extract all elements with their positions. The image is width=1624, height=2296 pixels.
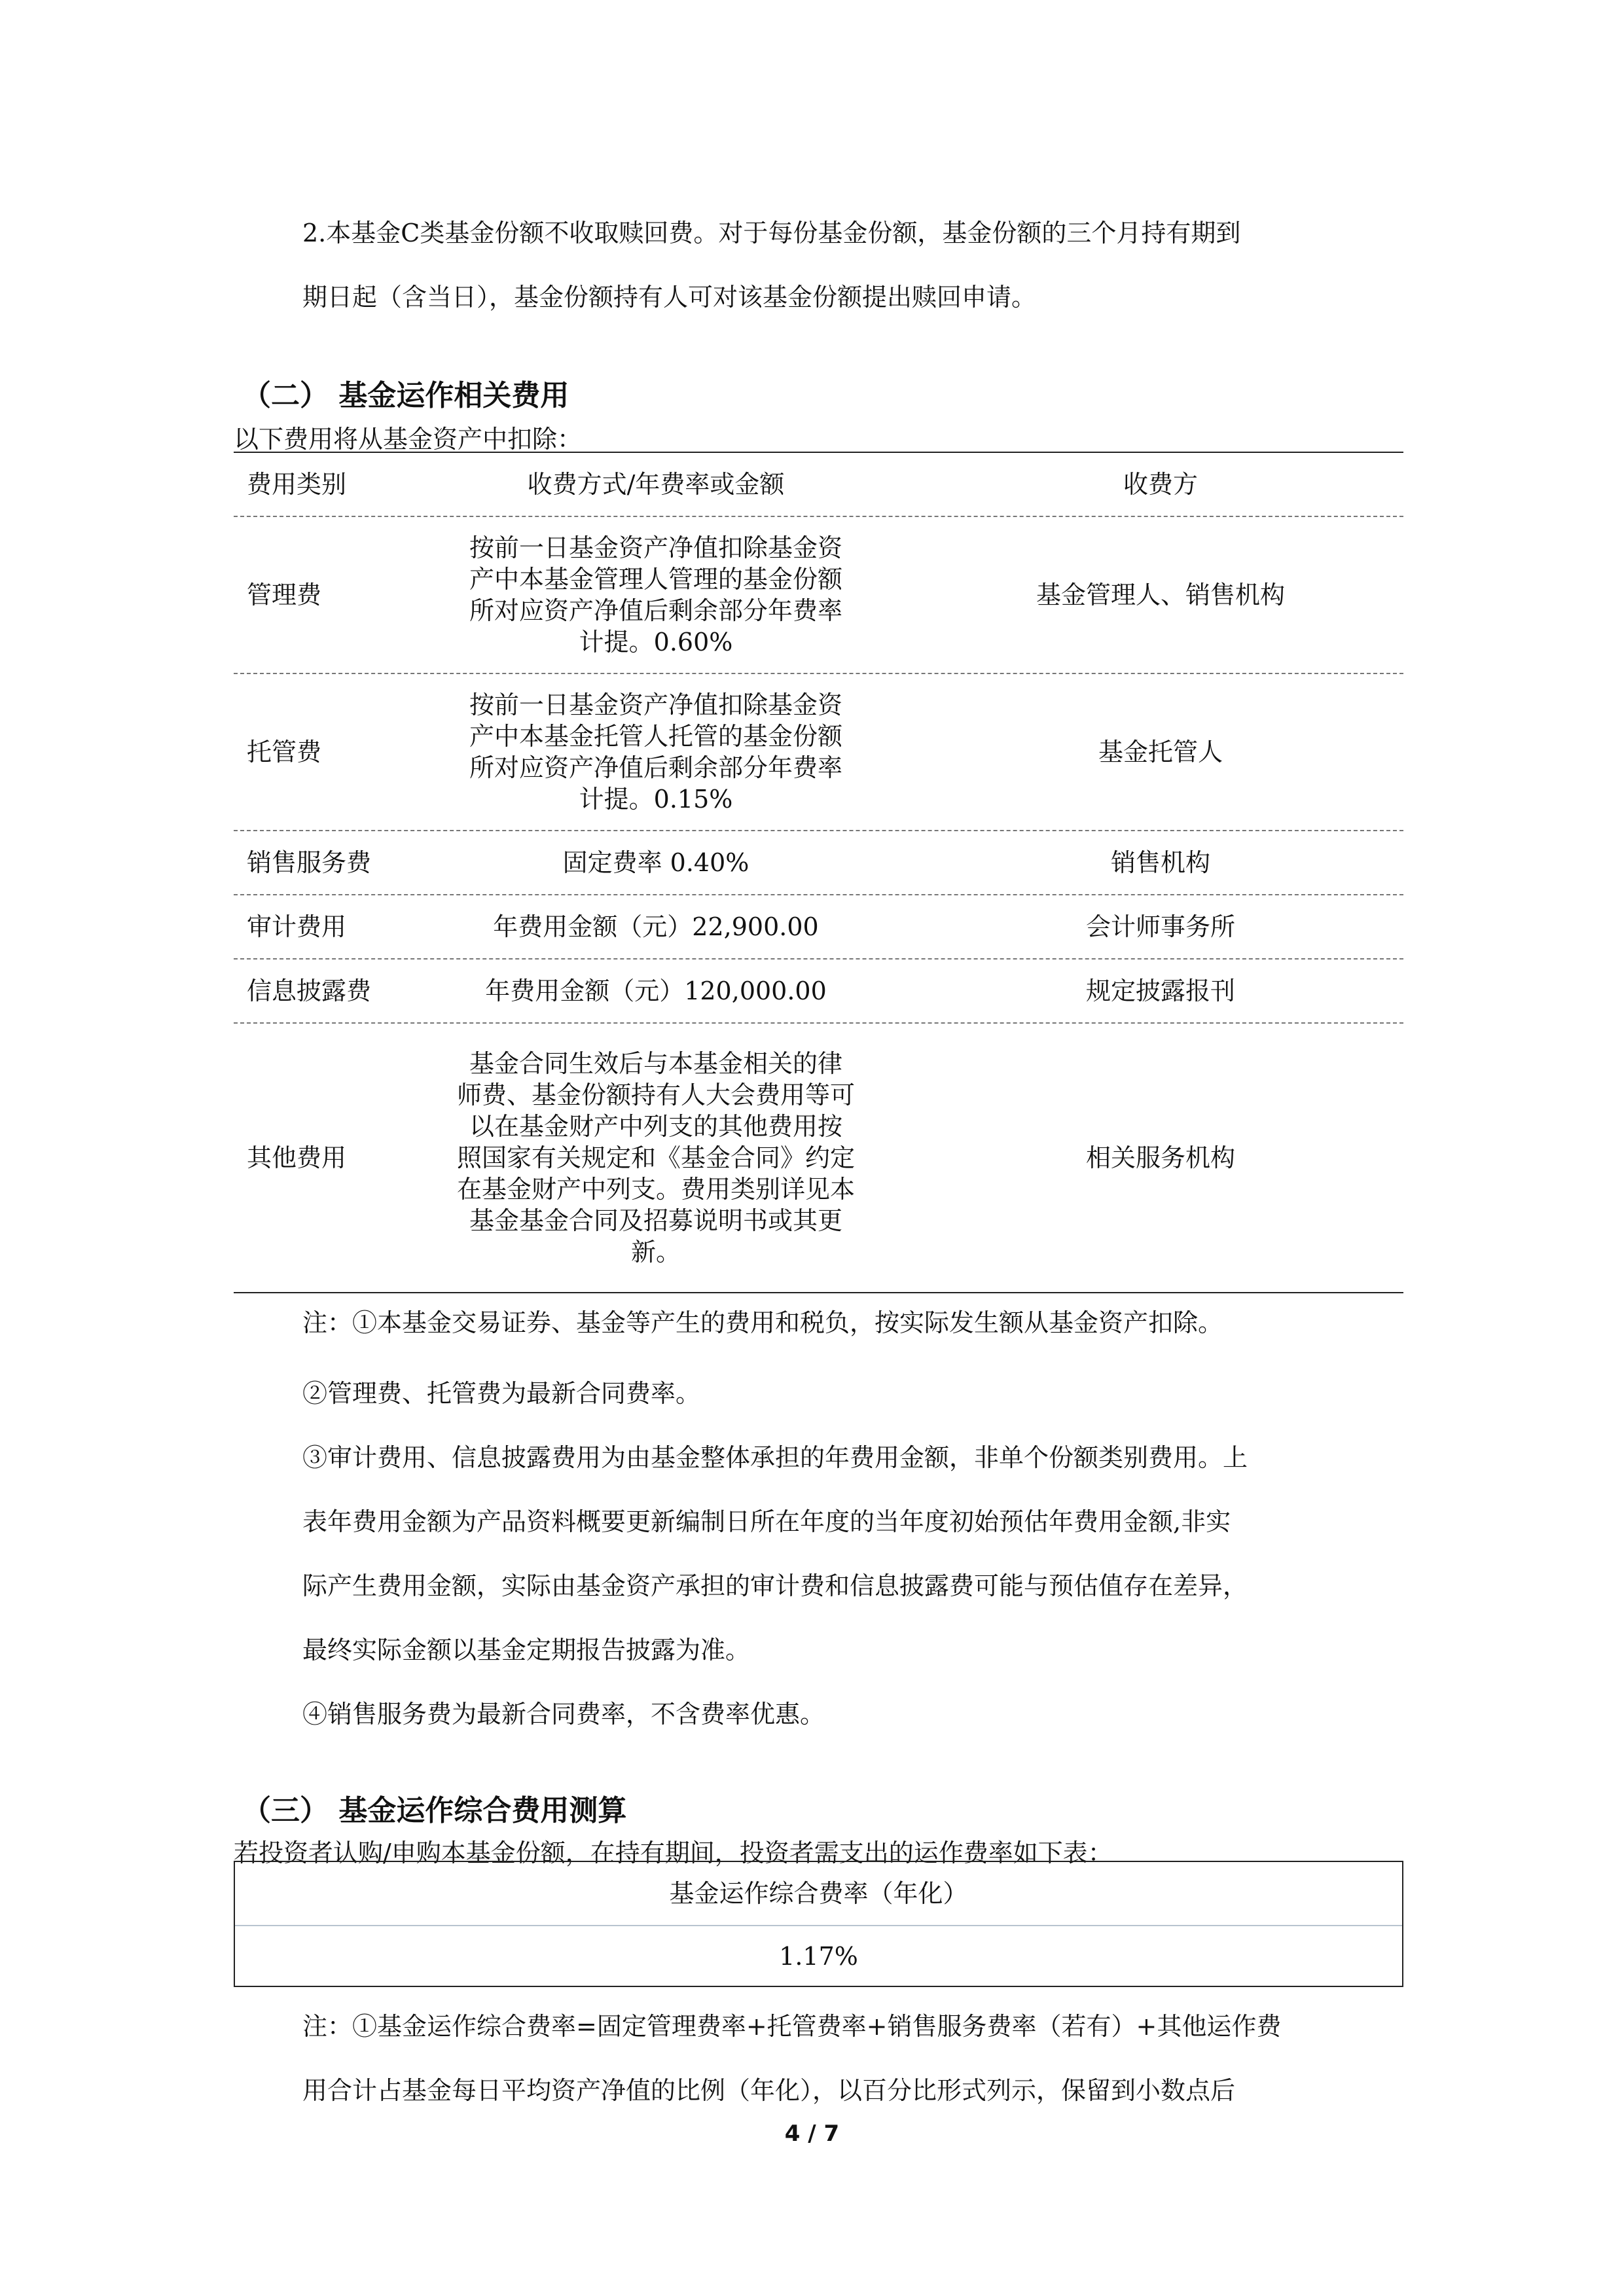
row-method: 基金合同生效后与本基金相关的律 师费、基金份额持有人大会费用等可 以在基金财产中列支的其他费用按 照国家有关规定和《基金合同》约定 在基金财产中列支。费用类别详见本 基金基金合同及招募说明书或其更 新。 bbox=[456, 1049, 855, 1266]
note-3-line2: 表年费用金额为产品资料概要更新编制日所在年度的当年度初始预估年费用金额,非实 bbox=[302, 1507, 1231, 1536]
row-category: 托管费 bbox=[247, 738, 322, 766]
summary-table-header: 基金运作综合费率（年化） bbox=[235, 1862, 1402, 1926]
fee-table-header bbox=[234, 453, 1403, 517]
table-row bbox=[234, 895, 1403, 960]
redemption-note-line1: 2.本基金C类基金份额不收取赎回费。对于每份基金份额，基金份额的三个月持有期到 bbox=[302, 219, 1241, 247]
note-2: ②管理费、托管费为最新合同费率。 bbox=[302, 1379, 701, 1408]
row-method: 年费用金额（元）22,900.00 bbox=[493, 912, 819, 941]
row-category: 销售服务费 bbox=[247, 848, 372, 877]
section3-title: （三） 基金运作综合费用测算 bbox=[242, 1794, 627, 1827]
section3-intro: 若投资者认购/申购本基金份额，在持有期间，投资者需支出的运作费率如下表： bbox=[234, 1839, 1113, 1867]
row-payee: 会计师事务所 bbox=[1085, 912, 1235, 941]
redemption-note-line2: 期日起（含当日），基金份额持有人可对该基金份额提出赎回申请。 bbox=[302, 283, 1037, 312]
row-method: 按前一日基金资产净值扣除基金资 产中本基金托管人托管的基金份额 所对应资产净值后剩余部分年费率 计提。0.15% bbox=[469, 691, 842, 814]
table-row bbox=[234, 674, 1403, 831]
header-category: 费用类别 bbox=[247, 470, 347, 499]
header-method: 收费方式/年费率或金额 bbox=[527, 470, 785, 499]
note-1: 注：①本基金交易证券、基金等产生的费用和税负，按实际发生额从基金资产扣除。 bbox=[302, 1308, 1223, 1337]
table-row bbox=[234, 1024, 1403, 1292]
note-4: ④销售服务费为最新合同费率，不含费率优惠。 bbox=[302, 1700, 825, 1729]
row-method: 固定费率 0.40% bbox=[562, 848, 749, 877]
page-number: 4 / 7 bbox=[784, 2121, 840, 2147]
table-row bbox=[234, 517, 1403, 674]
row-payee: 销售机构 bbox=[1110, 848, 1210, 877]
row-category: 其他费用 bbox=[247, 1143, 347, 1172]
row-category: 管理费 bbox=[247, 581, 322, 609]
note-3-line1: ③审计费用、信息披露费用为由基金整体承担的年费用金额，非单个份额类别费用。上 bbox=[302, 1443, 1248, 1472]
row-payee: 规定披露报刊 bbox=[1085, 977, 1235, 1005]
row-payee: 相关服务机构 bbox=[1085, 1143, 1235, 1172]
note-3-line4: 最终实际金额以基金定期报告披露为准。 bbox=[302, 1636, 751, 1664]
summary-table bbox=[234, 1861, 1403, 1987]
row-method: 按前一日基金资产净值扣除基金资 产中本基金管理人管理的基金份额 所对应资产净值后剩余部分年费率 计提。0.60% bbox=[469, 533, 842, 656]
row-payee: 基金托管人 bbox=[1098, 738, 1223, 766]
section2-title: （二） 基金运作相关费用 bbox=[242, 379, 569, 412]
row-payee: 基金管理人、销售机构 bbox=[1036, 581, 1285, 609]
row-category: 信息披露费 bbox=[247, 977, 372, 1005]
summary-table-value: 1.17% bbox=[779, 1942, 858, 1971]
note-3-line3: 际产生费用金额，实际由基金资产承担的审计费和信息披露费可能与预估值存在差异， bbox=[302, 1571, 1248, 1600]
fee-table bbox=[234, 452, 1403, 1293]
section3-note-line2: 用合计占基金每日平均资产净值的比例（年化），以百分比形式列示，保留到小数点后 bbox=[302, 2076, 1236, 2105]
row-method: 年费用金额（元）120,000.00 bbox=[485, 977, 827, 1005]
table-row bbox=[234, 960, 1403, 1024]
header-payee: 收费方 bbox=[1123, 470, 1198, 499]
row-category: 审计费用 bbox=[247, 912, 347, 941]
section2-intro: 以下费用将从基金资产中扣除： bbox=[234, 425, 583, 454]
table-row bbox=[234, 831, 1403, 895]
section3-note-line1: 注：①基金运作综合费率=固定管理费率+托管费率+销售服务费率（若有）+其他运作费 bbox=[302, 2012, 1282, 2041]
